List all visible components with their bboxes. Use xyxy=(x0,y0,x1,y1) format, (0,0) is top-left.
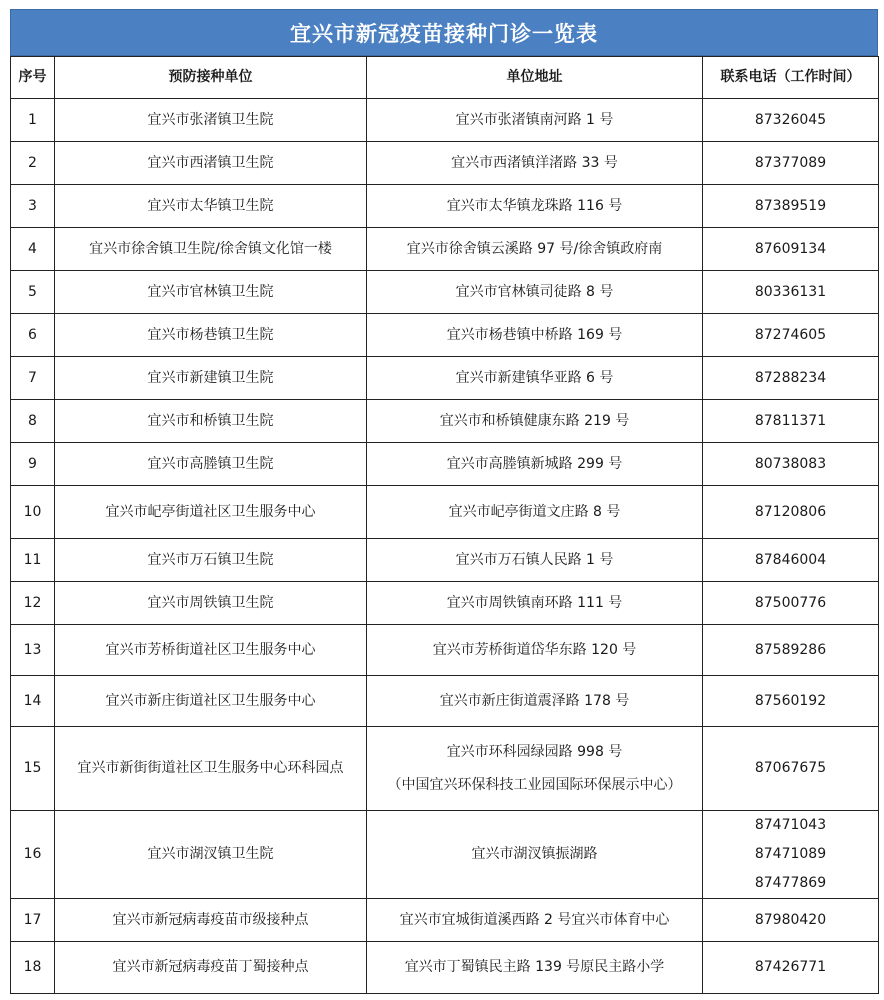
table-row xyxy=(11,942,879,994)
cell-serial: 7 xyxy=(11,357,55,400)
address-line: 宜兴市杨巷镇中桥路 169 号 xyxy=(446,326,623,343)
cell-serial: 9 xyxy=(11,443,55,486)
cell-address xyxy=(367,625,703,676)
cell-serial: 16 xyxy=(11,811,55,899)
table-row xyxy=(11,582,879,625)
address-line: 宜兴市太华镇龙珠路 116 号 xyxy=(446,197,623,214)
cell-unit: 宜兴市芳桥街道社区卫生服务中心 xyxy=(55,625,367,676)
phone-number: 87471043 xyxy=(754,817,827,833)
phone-number: 87846004 xyxy=(754,551,827,568)
table-row xyxy=(11,727,879,811)
cell-unit: 宜兴市太华镇卫生院 xyxy=(55,185,367,228)
cell-phone xyxy=(703,676,879,727)
table-body xyxy=(11,99,879,994)
phone-number: 87500776 xyxy=(754,594,827,611)
phone-number: 87274605 xyxy=(754,326,827,343)
phone-number: 87471089 xyxy=(754,846,827,862)
address-line: 宜兴市官林镇司徒路 8 号 xyxy=(455,283,614,300)
address-line: 宜兴市徐舍镇云溪路 97 号/徐舍镇政府南 xyxy=(406,240,663,257)
phone-number: 87377089 xyxy=(754,154,827,171)
address-line: （中国宜兴环保科技工业园国际环保展示中心） xyxy=(387,776,682,793)
table-row xyxy=(11,811,879,899)
address-line: 宜兴市新建镇华亚路 6 号 xyxy=(455,369,614,386)
cell-address xyxy=(367,676,703,727)
address-line: 宜兴市湖汊镇振湖路 xyxy=(471,846,598,863)
cell-phone xyxy=(703,727,879,811)
address-line: 宜兴市宜城街道溪西路 2 号宜兴市体育中心 xyxy=(399,911,670,928)
table-row xyxy=(11,625,879,676)
cell-address xyxy=(367,271,703,314)
cell-unit: 宜兴市新冠病毒疫苗市级接种点 xyxy=(55,899,367,942)
phone-number: 87560192 xyxy=(754,692,827,709)
header-unit: 预防接种单位 xyxy=(55,57,367,99)
cell-address xyxy=(367,811,703,899)
cell-phone xyxy=(703,899,879,942)
phone-number: 87288234 xyxy=(754,369,827,386)
address-line: 宜兴市芳桥街道岱华东路 120 号 xyxy=(432,641,637,658)
table-row xyxy=(11,99,879,142)
cell-serial: 15 xyxy=(11,727,55,811)
cell-phone xyxy=(703,486,879,539)
table-row xyxy=(11,676,879,727)
cell-phone xyxy=(703,443,879,486)
table-row xyxy=(11,899,879,942)
clinic-table xyxy=(10,56,879,994)
cell-unit: 宜兴市湖汊镇卫生院 xyxy=(55,811,367,899)
cell-phone xyxy=(703,99,879,142)
cell-phone xyxy=(703,625,879,676)
cell-phone xyxy=(703,314,879,357)
cell-phone xyxy=(703,228,879,271)
phone-number: 87389519 xyxy=(754,197,827,214)
cell-serial: 17 xyxy=(11,899,55,942)
cell-address xyxy=(367,99,703,142)
cell-address xyxy=(367,228,703,271)
header-serial: 序号 xyxy=(11,57,55,99)
cell-serial: 11 xyxy=(11,539,55,582)
address-line: 宜兴市张渚镇南河路 1 号 xyxy=(455,111,614,128)
cell-serial: 8 xyxy=(11,400,55,443)
table-row xyxy=(11,142,879,185)
table-row xyxy=(11,228,879,271)
header-phone: 联系电话（工作时间） xyxy=(703,57,879,99)
cell-serial: 6 xyxy=(11,314,55,357)
phone-number: 87811371 xyxy=(754,412,827,429)
phone-number: 80738083 xyxy=(754,455,827,472)
address-line: 宜兴市和桥镇健康东路 219 号 xyxy=(439,412,630,429)
cell-unit: 宜兴市官林镇卫生院 xyxy=(55,271,367,314)
cell-serial: 3 xyxy=(11,185,55,228)
table-row xyxy=(11,314,879,357)
cell-phone xyxy=(703,539,879,582)
phone-number: 87980420 xyxy=(754,911,827,928)
table-row xyxy=(11,185,879,228)
cell-phone xyxy=(703,400,879,443)
cell-unit: 宜兴市西渚镇卫生院 xyxy=(55,142,367,185)
phone-number: 80336131 xyxy=(754,283,827,300)
cell-unit: 宜兴市新街街道社区卫生服务中心环科园点 xyxy=(55,727,367,811)
cell-phone xyxy=(703,811,879,899)
cell-serial: 4 xyxy=(11,228,55,271)
table-row xyxy=(11,357,879,400)
phone-number: 87120806 xyxy=(754,503,827,520)
address-line: 宜兴市万石镇人民路 1 号 xyxy=(455,551,614,568)
cell-address xyxy=(367,942,703,994)
cell-address xyxy=(367,899,703,942)
cell-unit: 宜兴市和桥镇卫生院 xyxy=(55,400,367,443)
cell-address xyxy=(367,314,703,357)
address-line: 宜兴市丁蜀镇民主路 139 号原民主路小学 xyxy=(404,959,665,976)
cell-address xyxy=(367,727,703,811)
table-row xyxy=(11,443,879,486)
phone-number: 87067675 xyxy=(754,760,827,777)
phone-number: 87426771 xyxy=(754,959,827,976)
address-line: 宜兴市屺亭街道文庄路 8 号 xyxy=(448,503,621,520)
schedule-document xyxy=(10,9,878,994)
cell-serial: 18 xyxy=(11,942,55,994)
cell-phone xyxy=(703,582,879,625)
header-address: 单位地址 xyxy=(367,57,703,99)
address-line: 宜兴市新庄街道震泽路 178 号 xyxy=(439,692,630,709)
phone-number: 87326045 xyxy=(754,111,827,128)
cell-serial: 10 xyxy=(11,486,55,539)
table-row xyxy=(11,539,879,582)
cell-unit: 宜兴市张渚镇卫生院 xyxy=(55,99,367,142)
phone-number: 87477869 xyxy=(754,875,827,891)
phone-number: 87609134 xyxy=(754,240,827,257)
address-line: 宜兴市周铁镇南环路 111 号 xyxy=(446,594,623,611)
cell-phone xyxy=(703,942,879,994)
cell-unit: 宜兴市周铁镇卫生院 xyxy=(55,582,367,625)
cell-unit: 宜兴市新建镇卫生院 xyxy=(55,357,367,400)
cell-unit: 宜兴市屺亭街道社区卫生服务中心 xyxy=(55,486,367,539)
cell-unit: 宜兴市徐舍镇卫生院/徐舍镇文化馆一楼 xyxy=(55,228,367,271)
cell-address xyxy=(367,539,703,582)
cell-address xyxy=(367,443,703,486)
table-header-row xyxy=(11,57,879,99)
cell-serial: 2 xyxy=(11,142,55,185)
table-row xyxy=(11,486,879,539)
cell-unit: 宜兴市新冠病毒疫苗丁蜀接种点 xyxy=(55,942,367,994)
cell-address xyxy=(367,582,703,625)
cell-phone xyxy=(703,271,879,314)
cell-address xyxy=(367,185,703,228)
table-row xyxy=(11,271,879,314)
cell-address xyxy=(367,142,703,185)
page-title: 宜兴市新冠疫苗接种门诊一览表 xyxy=(10,9,878,56)
cell-address xyxy=(367,357,703,400)
table-row xyxy=(11,400,879,443)
address-line: 宜兴市环科园绿园路 998 号 xyxy=(446,744,623,761)
cell-address xyxy=(367,486,703,539)
cell-phone xyxy=(703,357,879,400)
cell-unit: 宜兴市高塍镇卫生院 xyxy=(55,443,367,486)
cell-serial: 14 xyxy=(11,676,55,727)
phone-number: 87589286 xyxy=(754,641,827,658)
cell-serial: 13 xyxy=(11,625,55,676)
address-line: 宜兴市高塍镇新城路 299 号 xyxy=(446,455,623,472)
cell-unit: 宜兴市万石镇卫生院 xyxy=(55,539,367,582)
cell-serial: 12 xyxy=(11,582,55,625)
cell-unit: 宜兴市新庄街道社区卫生服务中心 xyxy=(55,676,367,727)
cell-unit: 宜兴市杨巷镇卫生院 xyxy=(55,314,367,357)
cell-phone xyxy=(703,185,879,228)
cell-phone xyxy=(703,142,879,185)
cell-serial: 1 xyxy=(11,99,55,142)
address-line: 宜兴市西渚镇洋渚路 33 号 xyxy=(451,154,618,171)
cell-address xyxy=(367,400,703,443)
cell-serial: 5 xyxy=(11,271,55,314)
